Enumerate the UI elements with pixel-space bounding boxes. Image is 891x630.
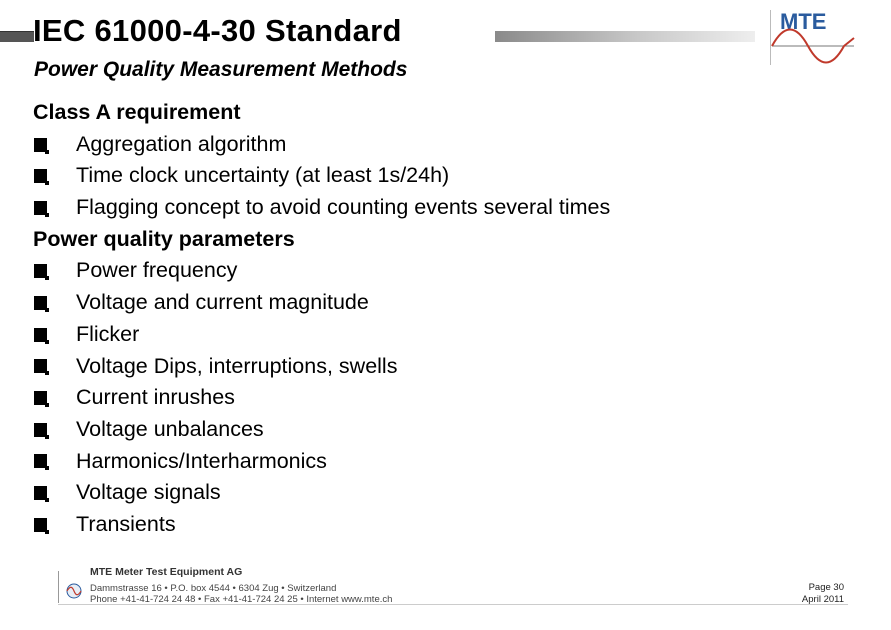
footer-logo-icon bbox=[63, 583, 85, 599]
checkbox-bullet-icon bbox=[34, 201, 47, 215]
list-item bbox=[33, 129, 853, 161]
mte-logo-text: MTE bbox=[780, 9, 827, 34]
list-item-text: Time clock uncertainty (at least 1s/24h) bbox=[76, 163, 450, 188]
slide-date: April 2011 bbox=[801, 594, 844, 605]
checkbox-bullet-icon bbox=[34, 138, 47, 152]
checkbox-bullet-icon bbox=[34, 454, 47, 468]
list-item bbox=[33, 160, 853, 192]
list-item bbox=[33, 414, 853, 446]
list-item-text: Current inrushes bbox=[76, 385, 235, 410]
company-name: MTE Meter Test Equipment AG bbox=[90, 566, 243, 578]
company-address: Dammstrasse 16 • P.O. box 4544 • 6304 Zug • Switzerland bbox=[90, 583, 337, 594]
list-item-text: Flicker bbox=[76, 321, 140, 346]
list-item bbox=[33, 255, 853, 287]
list-item bbox=[33, 509, 853, 541]
section-heading-class-a: Class A requirement bbox=[33, 100, 241, 124]
pq-parameters-list bbox=[33, 255, 853, 540]
list-item bbox=[33, 319, 853, 351]
list-item-text: Voltage and current magnitude bbox=[76, 290, 369, 315]
slide-content bbox=[33, 97, 853, 541]
mte-logo bbox=[770, 8, 856, 66]
checkbox-bullet-icon bbox=[34, 486, 47, 500]
list-item-text: Voltage signals bbox=[76, 480, 221, 505]
title-bar-left bbox=[0, 31, 34, 42]
company-contact: Phone +41-41-724 24 48 • Fax +41-41-724 24 25 • Internet www.mte.ch bbox=[90, 594, 393, 605]
list-item bbox=[33, 446, 853, 478]
checkbox-bullet-icon bbox=[34, 296, 47, 310]
checkbox-bullet-icon bbox=[34, 391, 47, 405]
list-item bbox=[33, 192, 853, 224]
slide-title: IEC 61000-4-30 Standard bbox=[33, 13, 402, 48]
list-item bbox=[33, 287, 853, 319]
list-item-text: Aggregation algorithm bbox=[76, 131, 287, 156]
list-item bbox=[33, 351, 853, 383]
section-heading-pq-parameters: Power quality parameters bbox=[33, 226, 295, 251]
list-item bbox=[33, 382, 853, 414]
page-number: Page 30 bbox=[808, 582, 844, 593]
slide-subtitle: Power Quality Measurement Methods bbox=[34, 58, 408, 81]
list-item-text: Harmonics/Interharmonics bbox=[76, 448, 327, 473]
checkbox-bullet-icon bbox=[34, 264, 47, 278]
checkbox-bullet-icon bbox=[34, 359, 47, 373]
title-bar-right bbox=[495, 31, 755, 42]
list-item-text: Voltage Dips, interruptions, swells bbox=[76, 353, 398, 378]
checkbox-bullet-icon bbox=[34, 169, 47, 183]
list-item bbox=[33, 477, 853, 509]
list-item-text: Voltage unbalances bbox=[76, 416, 264, 441]
checkbox-bullet-icon bbox=[34, 328, 47, 342]
checkbox-bullet-icon bbox=[34, 423, 47, 437]
footer-separator bbox=[58, 571, 59, 603]
class-a-list bbox=[33, 129, 853, 224]
checkbox-bullet-icon bbox=[34, 518, 47, 532]
list-item-text: Power frequency bbox=[76, 258, 238, 283]
list-item-text: Flagging concept to avoid counting events several times bbox=[76, 195, 611, 220]
list-item-text: Transients bbox=[76, 511, 176, 536]
